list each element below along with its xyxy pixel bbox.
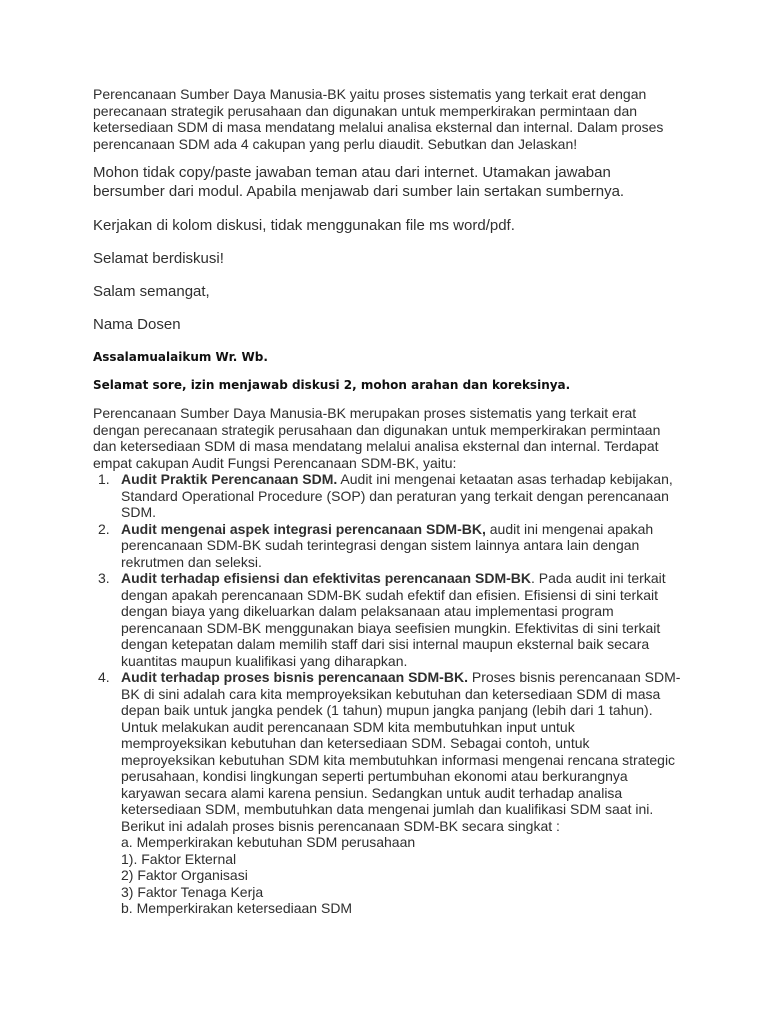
list-item-text: . Pada audit ini terkait dengan apakah perencanaan SDM-BK sudah efektif dan efisien. Efisiensi di sini terkait dengan biaya yang dikeluarkan dalam pelaksanaan atau implementasi program perencanaan SDM-BK menggunakan biaya seefisien mungkin. Efektivitas di sini terkait dengan ketepatan dalam memilih staff dari sisi internal maupun eksternal baik secara kuantitas maupun kualifikasi yang diharapkan. bbox=[121, 570, 666, 669]
list-number: 4. bbox=[98, 669, 110, 685]
document-page bbox=[93, 86, 683, 917]
sub-item: b. Memperkirakan ketersediaan SDM bbox=[121, 900, 353, 916]
sub-item: 2) Faktor Organisasi bbox=[121, 867, 248, 883]
list-item-title: Audit Praktik Perencanaan SDM. bbox=[121, 471, 338, 487]
list-item bbox=[93, 570, 683, 669]
list-item-text: Proses bisnis perencanaan SDM-BK di sini adalah cara kita memproyeksikan kebutuhan dan ketersediaan SDM di masa depan baik untuk jangka pendek (1 tahun) mupun jangka panjang (lebih dari 1 tahun). Untuk melakukan audit perencanaan SDM kita membutuhkan input untuk memproyeksikan kebutuhan dan ketersediaan SDM. Sebagai contoh, untuk meproyeksikan kebutuhan SDM kita membutuhkan informasi mengenai rencana strategic perusahaan, kondisi lingkungan seperti pertumbuhan ekonomi atau berkurangnya karyawan secara alami karena pensiun. Sedangkan untuk audit terhadap analisa ketersediaan SDM, membutuhkan data mengenai jumlah dan kualifikasi SDM saat ini. Berikut ini adalah proses bisnis perencanaan SDM-BK secara singkat : bbox=[121, 669, 681, 834]
list-item-title: Audit terhadap proses bisnis perencanaan SDM-BK. bbox=[121, 669, 468, 685]
question-wish: Selamat berdiskusi! bbox=[93, 250, 224, 267]
sub-item: 3) Faktor Tenaga Kerja bbox=[121, 883, 264, 900]
list-item bbox=[93, 669, 683, 917]
list-item-title: Audit mengenai aspek integrasi perencanaan SDM-BK, bbox=[121, 520, 486, 537]
list-item-title: Audit terhadap efisiensi dan efektivitas perencanaan SDM-BK bbox=[121, 570, 531, 586]
audit-list bbox=[93, 471, 683, 917]
question-note: Mohon tidak copy/paste jawaban teman atau dari internet. Utamakan jawaban bersumber dari modul. Apabila menjawab dari sumber lain sertakan sumbernya. bbox=[93, 164, 625, 200]
answer-intro: Perencanaan Sumber Daya Manusia-BK merupakan proses sistematis yang terkait erat dengan perecanaan strategik perusahaan dan digunakan untuk memperkirakan permintaan dan ketersediaan SDM di masa mendatang melalui analisa eksternal dan internal. Terdapat empat cakupan Audit Fungsi Perencanaan SDM-BK, yaitu: bbox=[93, 405, 661, 471]
question-closing: Salam semangat, bbox=[93, 283, 210, 300]
answer-opening: Selamat sore, izin menjawab diskusi 2, mohon arahan dan koreksinya. bbox=[93, 378, 571, 392]
list-item-text: audit ini mengenai apakah perencanaan SDM-BK sudah terintegrasi dengan sistem lainnya antara lain dengan rekrutmen dan seleksi. bbox=[121, 520, 654, 570]
question-intro: Perencanaan Sumber Daya Manusia-BK yaitu proses sistematis yang terkait erat dengan perecanaan strategik perusahaan dan digunakan untuk memperkirakan permintaan dan ketersediaan SDM di masa mendatang melalui analisa eksternal dan internal. Dalam proses perencanaan SDM ada 4 cakupan yang perlu diaudit. Sebutkan dan Jelaskan! bbox=[93, 86, 664, 152]
question-instruction: Kerjakan di kolom diskusi, tidak menggunakan file ms word/pdf. bbox=[93, 217, 515, 234]
answer-greeting: Assalamualaikum Wr. Wb. bbox=[93, 350, 268, 364]
list-number: 2. bbox=[98, 520, 110, 537]
sub-item: a. Memperkirakan kebutuhan SDM perusahaan bbox=[121, 834, 416, 850]
list-number: 1. bbox=[98, 471, 110, 487]
list-item-text: Audit ini mengenai ketaatan asas terhadap kebijakan, Standard Operational Procedure (SOP) dan peraturan yang terkait dengan perencanaan SDM. bbox=[121, 471, 673, 520]
list-number: 3. bbox=[98, 570, 110, 586]
question-signature: Nama Dosen bbox=[93, 316, 181, 333]
list-item bbox=[93, 521, 683, 571]
sub-item: 1). Faktor Ekternal bbox=[121, 850, 237, 867]
list-item bbox=[93, 471, 683, 521]
